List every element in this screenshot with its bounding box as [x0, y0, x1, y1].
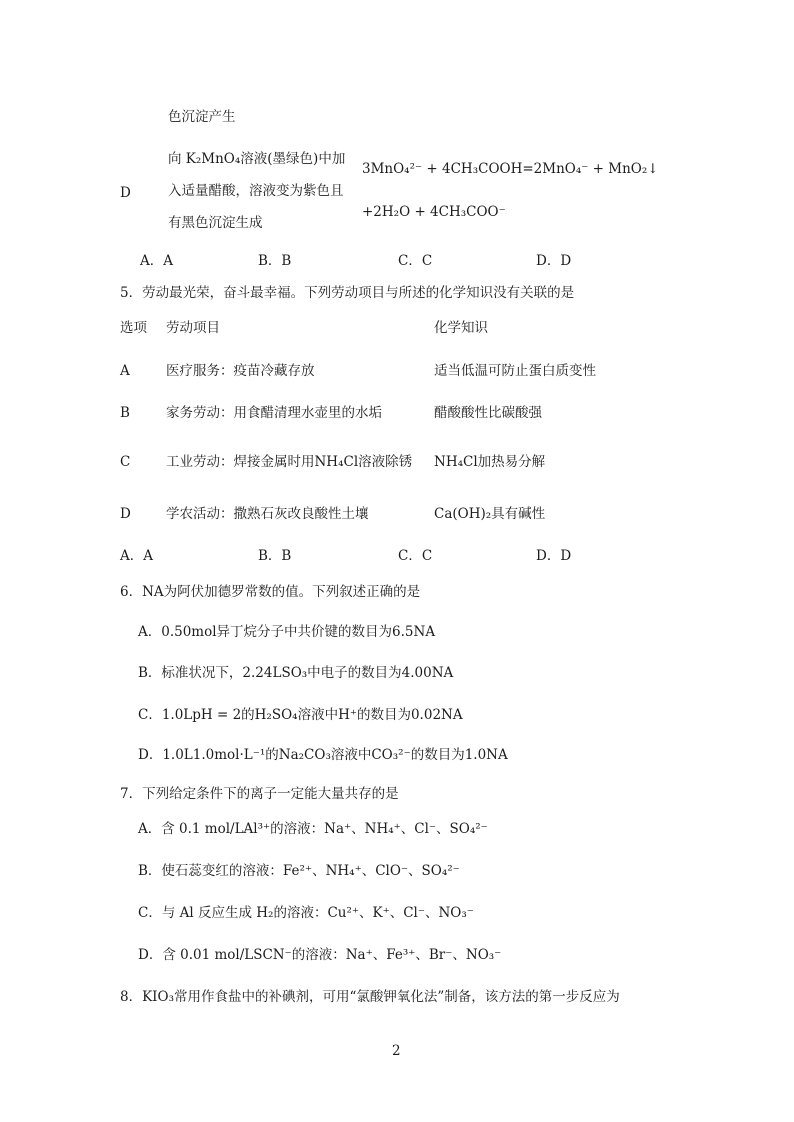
- q7-option-b[interactable]: B．使石蕊变红的溶液：Fe²⁺、NH₄⁺、ClO⁻、SO₄²⁻: [138, 863, 460, 879]
- q5-row-c-item: 工业劳动：焊接金属时用NH₄Cl溶液除锈: [166, 454, 413, 470]
- q5-header-knowledge: 化学知识: [434, 320, 488, 336]
- q5-header-option: 选项: [120, 320, 147, 336]
- q4-row-d-label: D: [120, 185, 131, 201]
- q5-row-b-knowledge: 醋酸酸性比碳酸强: [434, 405, 542, 421]
- q4-option-c[interactable]: C．C: [398, 253, 433, 269]
- q4-option-d[interactable]: D．D: [536, 253, 572, 269]
- page-number: 2: [392, 1043, 401, 1059]
- q4-option-b[interactable]: B．B: [258, 253, 292, 269]
- q6-option-b[interactable]: B．标准状况下，2.24LSO₃中电子的数目为4.00NA: [138, 665, 454, 681]
- q5-row-d-knowledge: Ca(OH)₂具有碱性: [434, 506, 546, 522]
- q4-row-d-desc-3: 有黑色沉淀生成: [168, 215, 263, 231]
- q4-option-a[interactable]: A．A: [140, 253, 173, 269]
- q6-option-c[interactable]: C．1.0LpH = 2的H₂SO₄溶液中H⁺的数目为0.02NA: [138, 707, 463, 723]
- q6-option-d[interactable]: D．1.0L1.0mol·L⁻¹的Na₂CO₃溶液中CO₃²⁻的数目为1.0NA: [138, 747, 508, 763]
- q5-row-b-item: 家务劳动：用食醋清理水壶里的水垢: [166, 405, 382, 421]
- q4-row-d-equation-1: 3MnO₄²⁻ + 4CH₃COOH=2MnO₄⁻ + MnO₂↓: [362, 161, 659, 177]
- q5-row-d-option: D: [120, 506, 131, 522]
- q7-option-a[interactable]: A．含 0.1 mol/LAl³⁺的溶液：Na⁺、NH₄⁺、Cl⁻、SO₄²⁻: [138, 821, 488, 837]
- q7-option-d[interactable]: D．含 0.01 mol/LSCN⁻的溶液：Na⁺、Fe³⁺、Br⁻、NO₃⁻: [138, 947, 502, 963]
- q7-stem: 7．下列给定条件下的离子一定能大量共存的是: [120, 786, 399, 802]
- q6-option-a[interactable]: A．0.50mol异丁烷分子中共价键的数目为6.5NA: [138, 624, 436, 640]
- q5-header-item: 劳动项目: [166, 320, 220, 336]
- q5-row-c-knowledge: NH₄Cl加热易分解: [434, 454, 546, 470]
- q5-row-a-item: 医疗服务：疫苗冷藏存放: [166, 363, 315, 379]
- q5-row-d-item: 学农活动：撒熟石灰改良酸性土壤: [166, 506, 369, 522]
- q5-option-c[interactable]: C．C: [398, 548, 433, 564]
- q6-stem: 6．NA为阿伏加德罗常数的值。下列叙述正确的是: [120, 584, 421, 600]
- q5-option-d[interactable]: D．D: [536, 548, 572, 564]
- q5-option-a[interactable]: A．A: [120, 548, 153, 564]
- q4-row-d-desc-1: 向 K₂MnO₄溶液(墨绿色)中加: [168, 151, 346, 167]
- q4-row-d-equation-2: +2H₂O + 4CH₃COO⁻: [362, 204, 506, 220]
- q7-option-c[interactable]: C．与 Al 反应生成 H₂的溶液：Cu²⁺、K⁺、Cl⁻、NO₃⁻: [138, 905, 474, 921]
- q5-stem: 5．劳动最光荣，奋斗最幸福。下列劳动项目与所述的化学知识没有关联的是: [120, 285, 575, 301]
- q5-row-b-option: B: [120, 405, 130, 421]
- q5-row-a-option: A: [120, 363, 130, 379]
- q8-stem: 8．KIO₃常用作食盐中的补碘剂，可用“氯酸钾氧化法”制备，该方法的第一步反应为: [120, 989, 620, 1005]
- q5-row-a-knowledge: 适当低温可防止蛋白质变性: [434, 363, 596, 379]
- q4-row-d-desc-2: 入适量醋酸，溶液变为紫色且: [168, 183, 344, 199]
- q5-option-b[interactable]: B．B: [258, 548, 292, 564]
- q5-row-c-option: C: [120, 454, 131, 470]
- q4-row-c-continuation: 色沉淀产生: [168, 109, 236, 125]
